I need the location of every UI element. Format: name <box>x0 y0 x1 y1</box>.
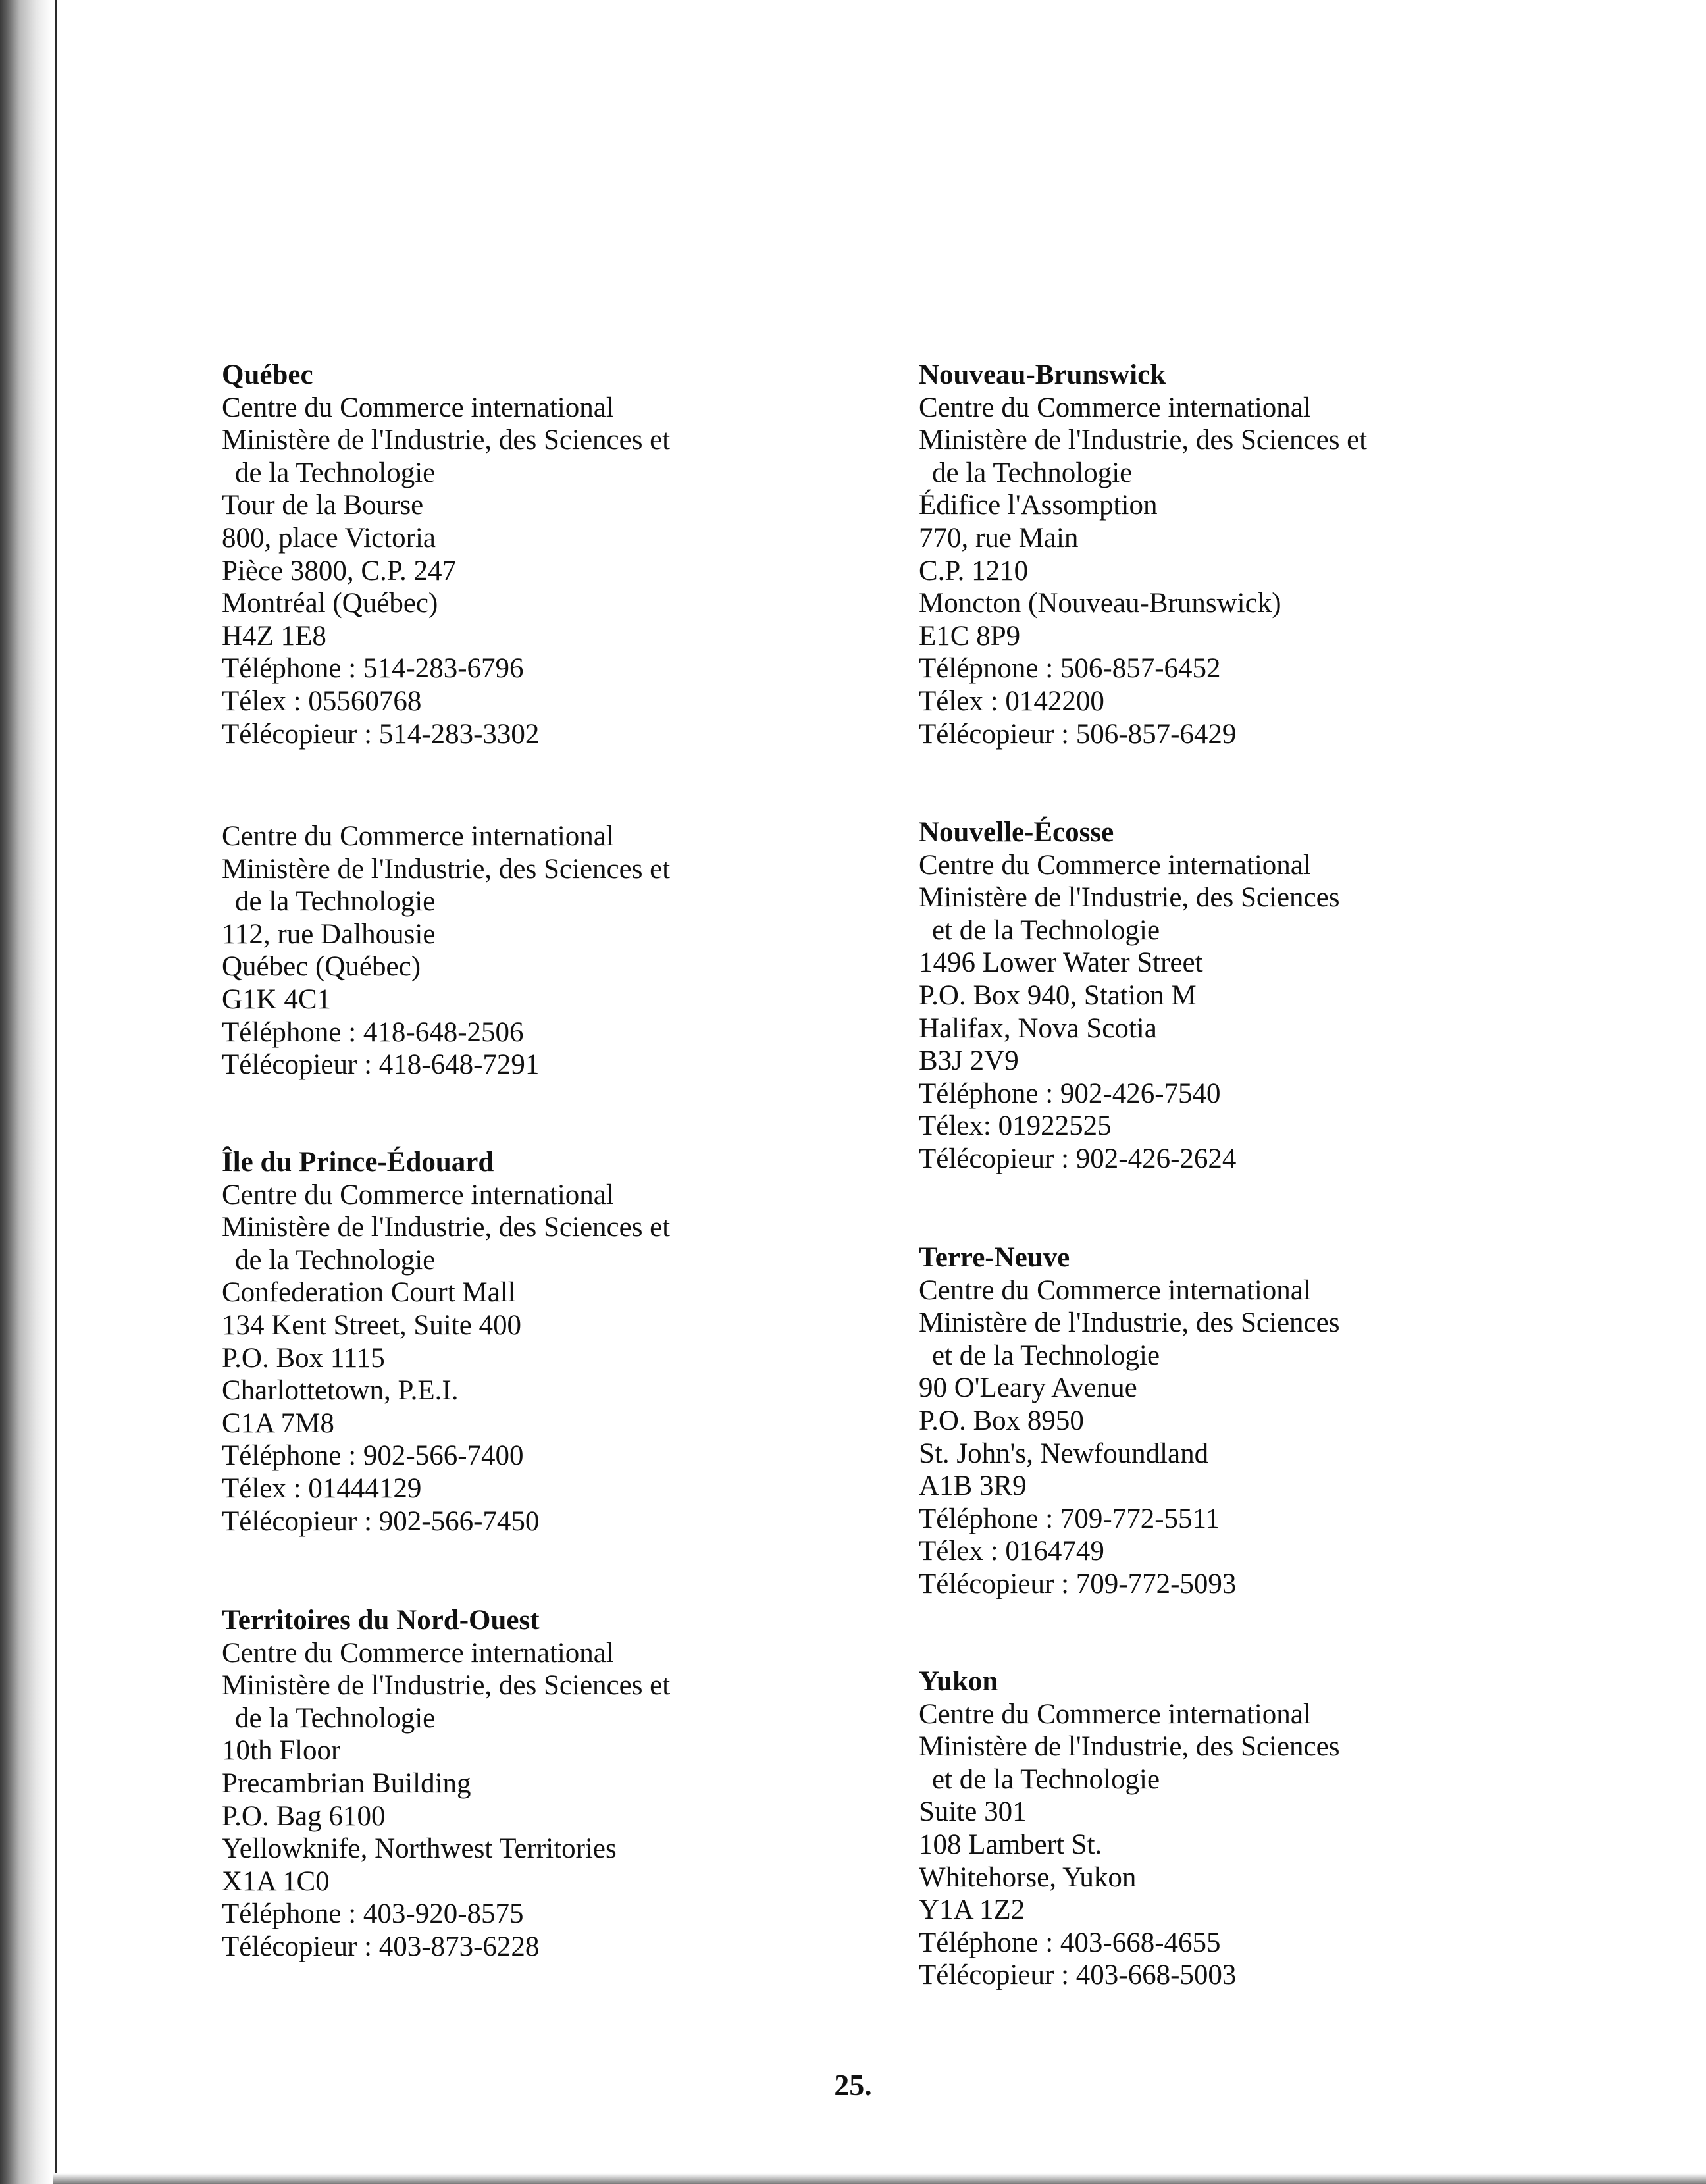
block-line: Télex : 0142200 <box>919 685 1104 717</box>
block-line: Ministère de l'Industrie, des Sciences <box>919 1307 1340 1339</box>
contact-block-new-brunswick <box>919 359 1367 750</box>
block-line: P.O. Box 940, Station M <box>919 979 1197 1011</box>
block-line: Confederation Court Mall <box>222 1277 516 1309</box>
block-heading: Terre-Neuve <box>919 1242 1070 1273</box>
block-line: Tour de la Bourse <box>222 490 424 521</box>
block-line: Télex : 05560768 <box>222 685 422 717</box>
block-line: Ministère de l'Industrie, des Sciences <box>919 1731 1340 1763</box>
block-heading: Yukon <box>919 1666 998 1697</box>
block-line: Ministère de l'Industrie, des Sciences et <box>919 425 1368 456</box>
block-line: Ministère de l'Industrie, des Sciences et <box>222 853 671 885</box>
block-line: et de la Technologie <box>932 914 1160 946</box>
block-line: Téléphone : 418-648-2506 <box>222 1016 524 1048</box>
block-line: Ministère de l'Industrie, des Sciences et <box>222 425 671 456</box>
block-line: Téléphone : 403-920-8575 <box>222 1898 524 1930</box>
block-line: et de la Technologie <box>932 1339 1160 1371</box>
block-line: C1A 7M8 <box>222 1407 334 1439</box>
block-line: Montréal (Québec) <box>222 588 438 619</box>
contact-block-quebec-montreal <box>222 359 670 750</box>
block-line: Pièce 3800, C.P. 247 <box>222 555 456 586</box>
block-heading: Québec <box>222 359 313 390</box>
block-line: 10th Floor <box>222 1735 341 1767</box>
block-line: de la Technologie <box>235 886 436 918</box>
block-line: G1K 4C1 <box>222 983 332 1015</box>
scan-edge-line <box>55 0 57 2184</box>
block-line: Téléphone : 709-772-5511 <box>919 1503 1220 1534</box>
block-line: Centre du Commerce international <box>919 1698 1311 1730</box>
block-line: Y1A 1Z2 <box>919 1894 1025 1926</box>
block-line: Ministère de l'Industrie, des Sciences et <box>222 1670 671 1702</box>
block-line: A1B 3R9 <box>919 1470 1027 1502</box>
block-line: Télécopieur : 418-648-7291 <box>222 1049 540 1081</box>
contact-block-newfoundland <box>919 1241 1339 1601</box>
block-line: de la Technologie <box>235 1244 436 1276</box>
scan-edge-bottom <box>53 2173 1706 2184</box>
block-line: Centre du Commerce international <box>919 392 1311 423</box>
block-line: Télex : 01444129 <box>222 1472 422 1504</box>
block-line: H4Z 1E8 <box>222 620 326 652</box>
block-line: Centre du Commerce international <box>222 1179 614 1210</box>
block-line: Édifice l'Assomption <box>919 490 1158 521</box>
block-line: Centre du Commerce international <box>919 1274 1311 1306</box>
block-line: 134 Kent Street, Suite 400 <box>222 1309 522 1341</box>
block-line: B3J 2V9 <box>919 1045 1019 1077</box>
block-line: et de la Technologie <box>932 1763 1160 1795</box>
block-line: Télex : 0164749 <box>919 1536 1104 1567</box>
contact-block-nova-scotia <box>919 816 1339 1176</box>
contact-block-nwt <box>222 1604 670 1963</box>
block-line: P.O. Box 1115 <box>222 1342 385 1374</box>
block-line: E1C 8P9 <box>919 620 1021 652</box>
block-heading: Nouvelle-Écosse <box>919 817 1114 848</box>
block-line: Whitehorse, Yukon <box>919 1861 1137 1893</box>
block-line: 1496 Lower Water Street <box>919 947 1203 979</box>
block-line: de la Technologie <box>235 1702 436 1734</box>
block-line: Moncton (Nouveau-Brunswick) <box>919 588 1281 619</box>
block-line: Télécopieur : 403-668-5003 <box>919 1960 1237 1991</box>
contact-block-quebec-city <box>222 820 670 1081</box>
block-line: C.P. 1210 <box>919 555 1029 586</box>
block-line: Télécopieur : 403-873-6228 <box>222 1931 540 1962</box>
block-line: Centre du Commerce international <box>919 849 1311 881</box>
block-line: Centre du Commerce international <box>222 821 614 852</box>
contact-block-pei <box>222 1146 670 1538</box>
contact-block-yukon <box>919 1665 1339 1992</box>
block-line: Téléphone : 403-668-4655 <box>919 1927 1221 1958</box>
block-line: 108 Lambert St. <box>919 1829 1102 1860</box>
block-line: Yellowknife, Northwest Territories <box>222 1833 617 1865</box>
page-number: 25. <box>834 2068 872 2102</box>
block-line: Charlottetown, P.E.I. <box>222 1375 459 1407</box>
block-line: St. John's, Newfoundland <box>919 1438 1209 1469</box>
block-heading: Île du Prince-Édouard <box>222 1147 494 1178</box>
block-line: de la Technologie <box>235 457 436 488</box>
block-line: Téléphone : 902-426-7540 <box>919 1078 1221 1109</box>
block-line: de la Technologie <box>932 457 1133 488</box>
block-line: X1A 1C0 <box>222 1865 330 1897</box>
block-line: Téléphone : 902-566-7400 <box>222 1440 524 1472</box>
block-line: Suite 301 <box>919 1796 1027 1828</box>
block-heading: Territoires du Nord-Ouest <box>222 1605 540 1636</box>
block-line: Télépnone : 506-857-6452 <box>919 653 1221 685</box>
block-line: Québec (Québec) <box>222 951 421 983</box>
block-line: Centre du Commerce international <box>222 392 614 423</box>
block-heading: Nouveau-Brunswick <box>919 359 1166 390</box>
block-line: Télex: 01922525 <box>919 1110 1112 1142</box>
block-line: P.O. Bag 6100 <box>222 1800 386 1832</box>
scan-edge-left <box>0 0 51 2184</box>
block-line: 90 O'Leary Avenue <box>919 1372 1137 1404</box>
block-line: Centre du Commerce international <box>222 1637 614 1669</box>
block-line: Téléphone : 514-283-6796 <box>222 653 524 685</box>
block-line: 112, rue Dalhousie <box>222 918 436 950</box>
block-line: Ministère de l'Industrie, des Sciences et <box>222 1212 671 1243</box>
block-line: Télécopieur : 506-857-6429 <box>919 718 1237 750</box>
block-line: Ministère de l'Industrie, des Sciences <box>919 882 1340 914</box>
block-line: P.O. Box 8950 <box>919 1405 1084 1436</box>
block-line: Télécopieur : 902-426-2624 <box>919 1143 1237 1174</box>
block-line: 800, place Victoria <box>222 522 436 554</box>
block-line: Télécopieur : 514-283-3302 <box>222 718 540 750</box>
block-line: Halifax, Nova Scotia <box>919 1012 1157 1044</box>
block-line: Télécopieur : 709-772-5093 <box>919 1568 1237 1599</box>
block-line: Precambrian Building <box>222 1767 471 1799</box>
block-line: Télécopieur : 902-566-7450 <box>222 1505 540 1537</box>
block-line: 770, rue Main <box>919 522 1079 554</box>
